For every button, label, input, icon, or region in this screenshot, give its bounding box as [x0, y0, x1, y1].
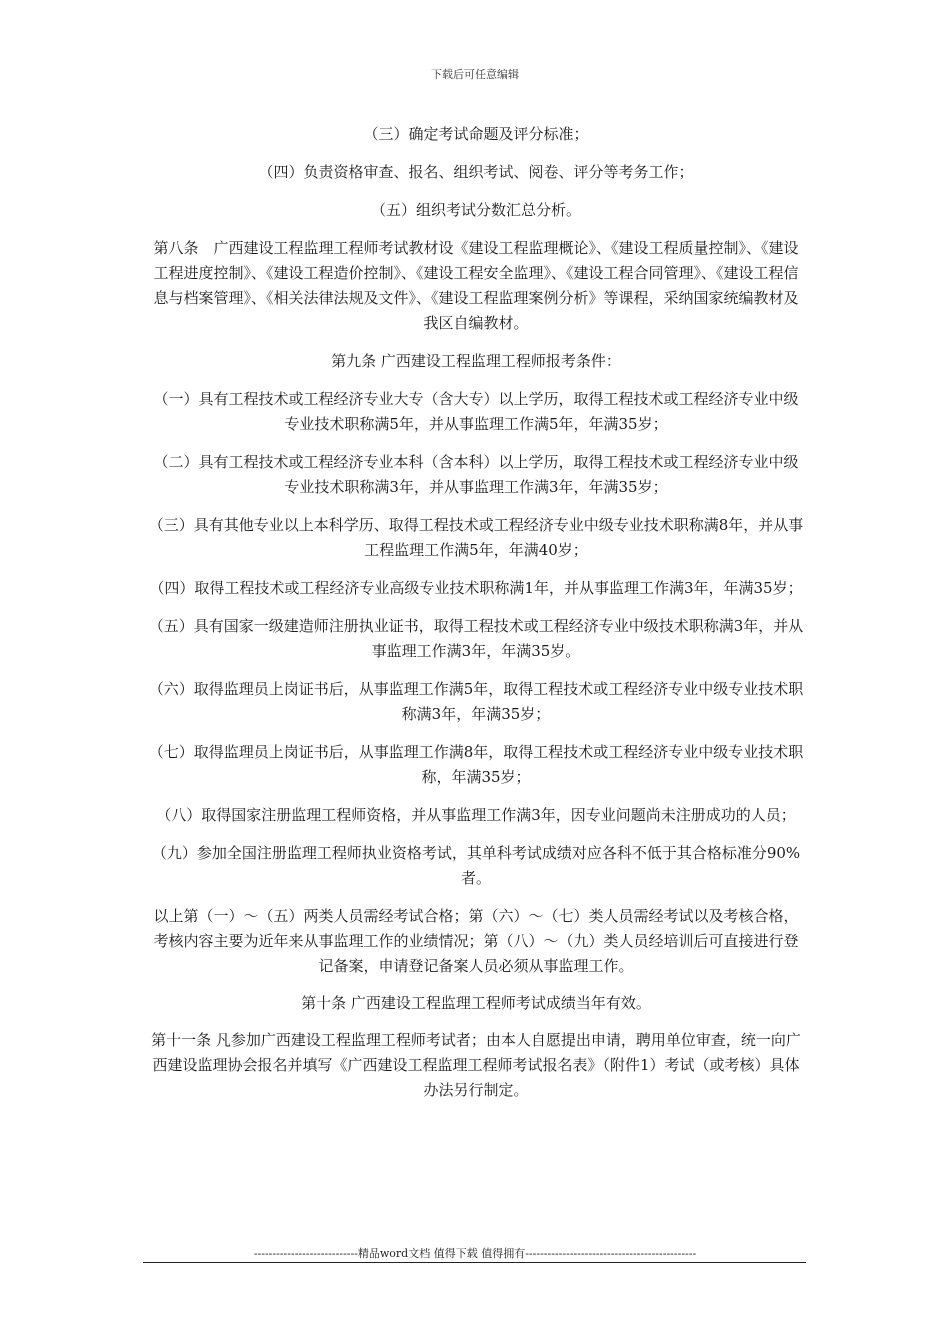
paragraph: （三）确定考试命题及评分标准； [363, 125, 589, 143]
condition-item: （八）取得国家注册监理工程师资格，并从事监理工作满3年，因专业问题尚未注册成功的人员； [156, 806, 796, 824]
condition-item: （九）参加全国注册监理工程师执业资格考试，其单科考试成绩对应各科不低于其合格标准分90%者。 [151, 844, 801, 887]
paragraph: （五）组织考试分数汇总分析。 [370, 201, 581, 219]
paragraph: （四）负责资格审查、报名、组织考试、阅卷、评分等考务工作； [258, 163, 694, 181]
document-body [148, 122, 804, 1116]
condition-item: （七）取得监理员上岗证书后，从事监理工作满8年，取得工程技术或工程经济专业中级专业技术职称，年满35岁； [148, 743, 804, 786]
condition-item: （三）具有其他专业以上本科学历、取得工程技术或工程经济专业中级专业技术职称满8年，并从事工程监理工作满5年，年满40岁； [148, 516, 804, 559]
condition-item: （五）具有国家一级建造师注册执业证书，取得工程技术或工程经济专业中级技术职称满3年，并从事监理工作满3年，年满35岁。 [148, 617, 804, 660]
article-9: 第九条 广西建设工程监理工程师报考条件： [331, 352, 621, 370]
article-11: 第十一条 凡参加广西建设工程监理工程师考试者；由本人自愿提出申请，聘用单位审查，统一向广西建设监理协会报名并填写《广西建设工程监理工程师考试报名表》（附件1）考试（或考核）具体办法另行制定。 [151, 1031, 801, 1099]
condition-item: （二）具有工程技术或工程经济专业本科（含本科）以上学历，取得工程技术或工程经济专业中级专业技术职称满3年，并从事监理工作满3年，年满35岁； [153, 453, 799, 496]
page-header: 下载后可任意编辑 [431, 68, 519, 81]
condition-item: （四）取得工程技术或工程经济专业高级专业技术职称满1年，并从事监理工作满3年，年满35岁； [149, 579, 803, 597]
condition-item: （六）取得监理员上岗证书后，从事监理工作满5年，取得工程技术或工程经济专业中级专业技术职称满3年，年满35岁； [148, 680, 804, 723]
condition-item: （一）具有工程技术或工程经济专业大专（含大专）以上学历，取得工程技术或工程经济专业中级专业技术职称满5年，并从事监理工作满5年，年满35岁； [153, 390, 799, 433]
summary-paragraph: 以上第（一）～（五）两类人员需经考试合格；第（六）～（七）类人员需经考试以及考核合格，考核内容主要为近年来从事监理工作的业绩情况；第（八）～（九）类人员经培训后可直接进行登记备案，申请登记备案人员必须从事监理工作。 [153, 907, 799, 975]
article-10: 第十条 广西建设工程监理工程师考试成绩当年有效。 [301, 994, 651, 1012]
footer-divider [143, 1262, 806, 1263]
page-footer: ----------------------------精品word文档 值得下载 值得拥有---------------------------------------------- [253, 1247, 697, 1260]
article-8: 第八条 广西建设工程监理工程师考试教材设《建设工程监理概论》、《建设工程质量控制》、《建设工程进度控制》、《建设工程造价控制》、《建设工程安全监理》、《建设工程合同管理》、《建设工程信息与档案管理》、《相关法律法规及文件》、《建设工程监理案例分析》等课程，采纳国家统编教材及我区自编教材。 [153, 239, 799, 332]
